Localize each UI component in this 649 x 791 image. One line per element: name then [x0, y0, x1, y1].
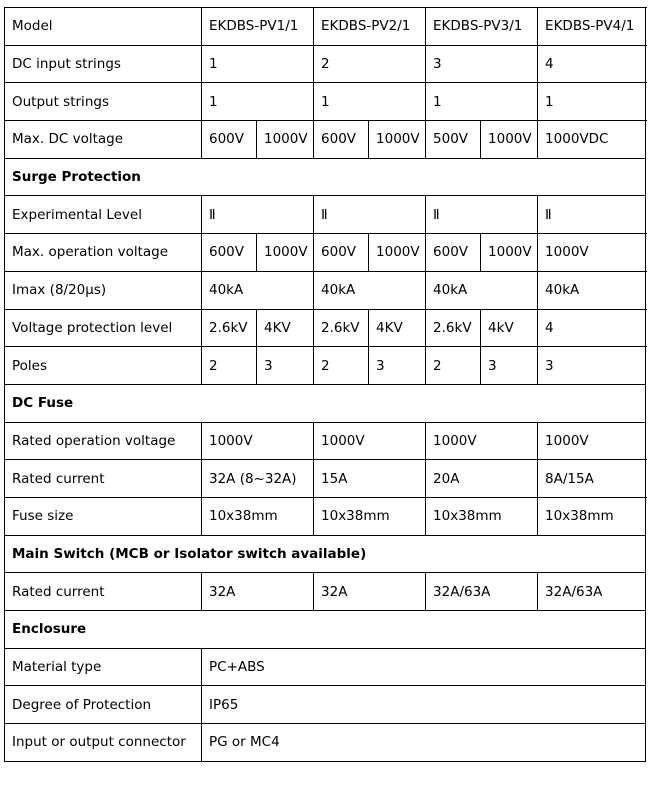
section-header: Main Switch (MCB or Isolator switch available)	[5, 535, 646, 573]
table-row	[5, 573, 646, 611]
table-row	[5, 121, 646, 159]
row-label: Degree of Protection	[5, 686, 202, 724]
row-label: Max. DC voltage	[5, 121, 202, 159]
value-cell: 1000V	[426, 422, 538, 460]
value-cell: 40kA	[538, 271, 646, 309]
value-cell: 1000V	[202, 422, 314, 460]
value-cell: 600V	[202, 121, 257, 159]
table-row	[5, 422, 646, 460]
value-cell: 32A	[314, 573, 426, 611]
row-label: Model	[5, 8, 202, 46]
value-cell: 3	[257, 347, 314, 385]
value-cell: 32A/63A	[538, 573, 646, 611]
value-cell: Ⅱ	[426, 196, 538, 234]
row-label: Fuse size	[5, 497, 202, 535]
table-row	[5, 460, 646, 498]
value-cell: 600V	[314, 121, 369, 159]
section-header-row	[5, 384, 646, 422]
value-cell: Ⅱ	[202, 196, 314, 234]
table-row	[5, 724, 646, 762]
value-cell: 2.6kV	[202, 309, 257, 347]
row-label: Output strings	[5, 83, 202, 121]
table-row	[5, 686, 646, 724]
model-name: EKDBS-PV3/1	[426, 8, 538, 46]
value-cell: 40kA	[314, 271, 426, 309]
value-cell: 2	[202, 347, 257, 385]
value-cell: 4	[538, 309, 646, 347]
table-row	[5, 8, 646, 46]
value-cell: 1000V	[369, 121, 426, 159]
row-label: Imax (8/20μs)	[5, 271, 202, 309]
value-cell: 40kA	[426, 271, 538, 309]
row-label: Material type	[5, 648, 202, 686]
value-cell: 1000V	[369, 234, 426, 272]
section-header: Surge Protection	[5, 158, 646, 196]
value-cell: 10x38mm	[314, 497, 426, 535]
model-name: EKDBS-PV2/1	[314, 8, 426, 46]
table-row	[5, 648, 646, 686]
value-cell: 1000V	[538, 422, 646, 460]
value-cell: 2	[314, 45, 426, 83]
row-label: Experimental Level	[5, 196, 202, 234]
table-row	[5, 347, 646, 385]
value-cell: 4kV	[481, 309, 538, 347]
row-label: Max. operation voltage	[5, 234, 202, 272]
value-cell: 32A/63A	[426, 573, 538, 611]
value-cell: Ⅱ	[538, 196, 646, 234]
row-label: Input or output connector	[5, 724, 202, 762]
value-cell: Ⅱ	[314, 196, 426, 234]
value-cell: 2.6kV	[426, 309, 481, 347]
value-cell: 1	[202, 83, 314, 121]
value-cell: 600V	[202, 234, 257, 272]
value-cell: 10x38mm	[202, 497, 314, 535]
section-header-row	[5, 535, 646, 573]
value-cell: 10x38mm	[426, 497, 538, 535]
section-header-row	[5, 158, 646, 196]
value-cell: 1000V	[257, 234, 314, 272]
value-cell: 1000V	[481, 234, 538, 272]
section-header: Enclosure	[5, 611, 646, 649]
section-header: DC Fuse	[5, 384, 646, 422]
value-cell: 1000V	[538, 234, 646, 272]
value-cell: 1	[538, 83, 646, 121]
value-cell: 10x38mm	[538, 497, 646, 535]
value-cell: 8A/15A	[538, 460, 646, 498]
model-name: EKDBS-PV4/1	[538, 8, 646, 46]
spec-table	[4, 7, 646, 762]
value-cell: 20A	[426, 460, 538, 498]
value-cell: 32A	[202, 573, 314, 611]
row-label: Voltage protection level	[5, 309, 202, 347]
row-label: Rated operation voltage	[5, 422, 202, 460]
table-row	[5, 271, 646, 309]
value-cell: 1000VDC	[538, 121, 646, 159]
value-cell: 600V	[314, 234, 369, 272]
row-label: Poles	[5, 347, 202, 385]
table-row	[5, 234, 646, 272]
value-cell: 1000V	[314, 422, 426, 460]
value-cell: 3	[538, 347, 646, 385]
value-cell: 1000V	[257, 121, 314, 159]
value-cell: 1	[314, 83, 426, 121]
value-cell: 4KV	[369, 309, 426, 347]
value-cell: 3	[369, 347, 426, 385]
table-row	[5, 497, 646, 535]
section-header-row	[5, 611, 646, 649]
value-cell: 1	[202, 45, 314, 83]
value-cell: 4	[538, 45, 646, 83]
value-cell: 3	[426, 45, 538, 83]
value-cell: 15A	[314, 460, 426, 498]
value-cell: 32A (8~32A)	[202, 460, 314, 498]
value-cell: 2	[314, 347, 369, 385]
value-cell: 2.6kV	[314, 309, 369, 347]
row-label: Rated current	[5, 573, 202, 611]
value-cell: 4KV	[257, 309, 314, 347]
row-label: Rated current	[5, 460, 202, 498]
value-cell: 2	[426, 347, 481, 385]
value-cell: 500V	[426, 121, 481, 159]
row-label: DC input strings	[5, 45, 202, 83]
value-cell: PG or MC4	[202, 724, 646, 762]
value-cell: 40kA	[202, 271, 314, 309]
table-row	[5, 196, 646, 234]
value-cell: 1000V	[481, 121, 538, 159]
table-row	[5, 45, 646, 83]
value-cell: 1	[426, 83, 538, 121]
table-row	[5, 309, 646, 347]
value-cell: IP65	[202, 686, 646, 724]
spec-table-body	[5, 8, 646, 762]
value-cell: 3	[481, 347, 538, 385]
value-cell: 600V	[426, 234, 481, 272]
model-name: EKDBS-PV1/1	[202, 8, 314, 46]
value-cell: PC+ABS	[202, 648, 646, 686]
table-row	[5, 83, 646, 121]
